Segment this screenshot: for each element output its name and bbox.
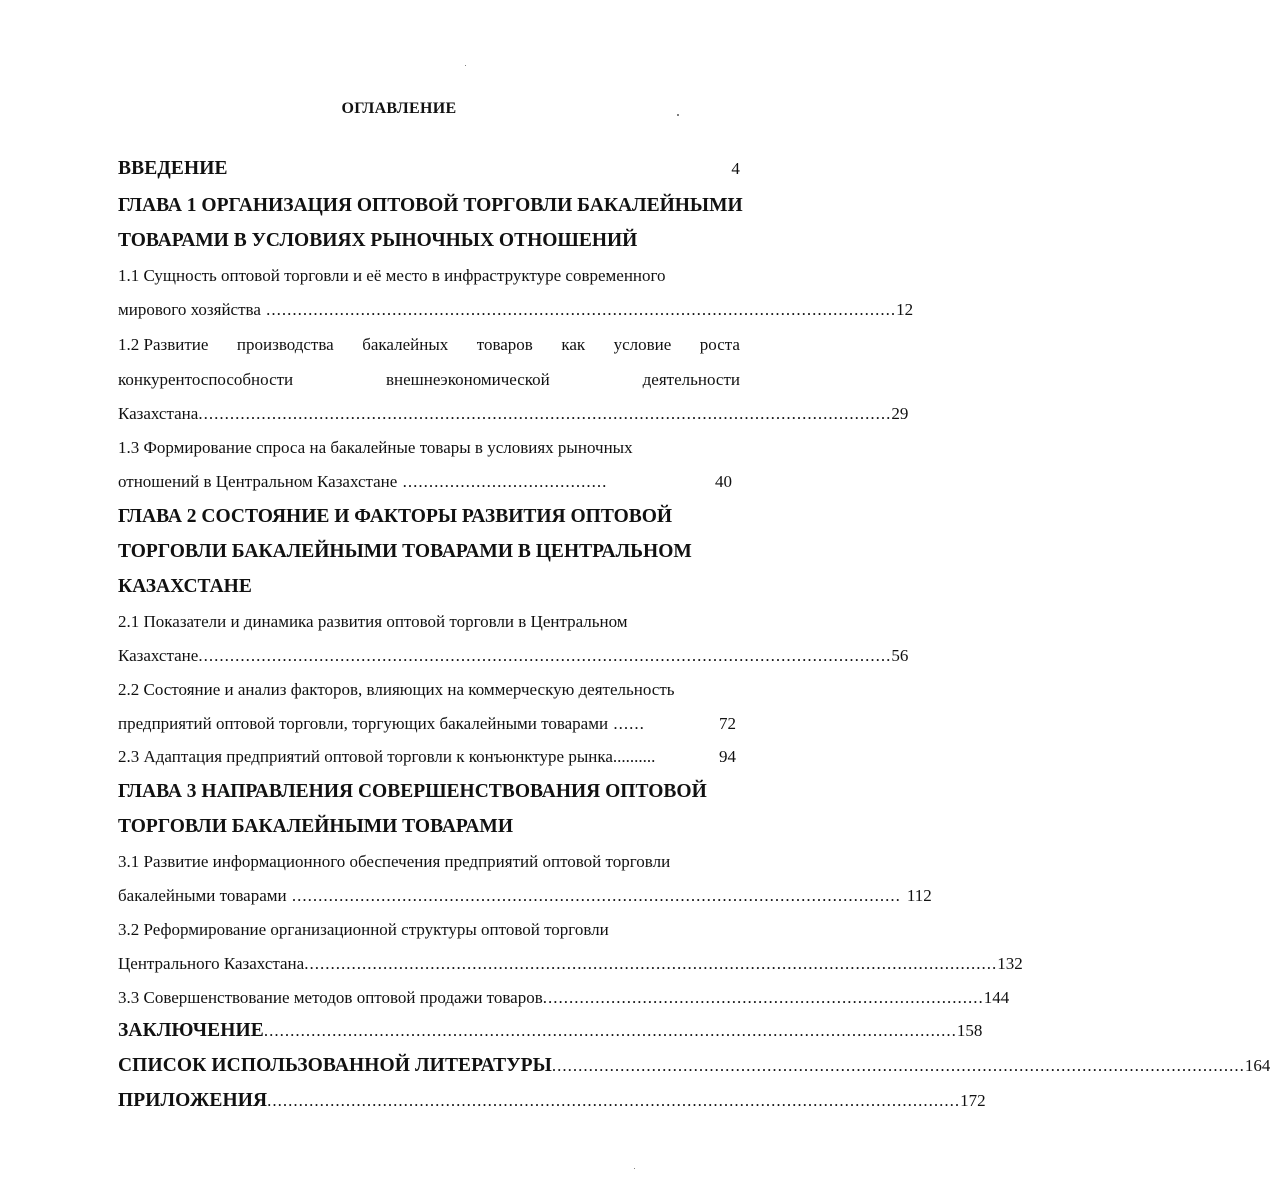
toc-entry-appendix[interactable]	[118, 1090, 986, 1112]
dot-leader: ....................................................................................	[542, 988, 984, 1007]
toc-title: ОГЛАВЛЕНИЕ	[341, 100, 457, 117]
toc-entry-2-2-line1[interactable]: 2.2 Состояние и анализ факторов, влияющих на коммерческую деятельность	[118, 680, 675, 699]
toc-entry-1-2-line3[interactable]	[118, 403, 909, 425]
entry-page: 112	[906, 886, 932, 905]
entry-word: деятельности	[642, 370, 740, 389]
chapter1-heading-line1[interactable]: ГЛАВА 1 ОРГАНИЗАЦИЯ ОПТОВОЙ ТОРГОВЛИ БАКАЛЕЙНЫМИ	[118, 195, 743, 216]
entry-text: 2.3 Адаптация предприятий оптовой торговли к конъюнктуре рынка	[118, 747, 613, 766]
toc-entry-1-1-line2[interactable]	[118, 299, 914, 321]
entry-text: ЗАКЛЮЧЕНИЕ	[118, 1020, 264, 1041]
dot-leader: ....................................................................................................................................	[267, 1091, 961, 1110]
toc-entry-1-2-line1[interactable]	[118, 334, 740, 356]
scan-speck	[465, 65, 466, 66]
entry-text: Центрального Казахстана	[118, 954, 305, 973]
scan-speck	[677, 114, 679, 116]
dot-leader: ......	[608, 714, 645, 733]
dot-leader: ....................................................................................................................	[286, 886, 901, 905]
entry-word: как	[561, 335, 586, 354]
dot-leader: .......................................	[397, 472, 608, 491]
chapter3-heading-line2[interactable]: ТОРГОВЛИ БАКАЛЕЙНЫМИ ТОВАРАМИ	[118, 816, 514, 837]
chapter3-heading-line1[interactable]: ГЛАВА 3 НАПРАВЛЕНИЯ СОВЕРШЕНСТВОВАНИЯ ОПТОВОЙ	[118, 781, 707, 802]
toc-entry-2-2-line2[interactable]	[118, 713, 740, 735]
toc-entry-intro[interactable]	[118, 158, 740, 180]
entry-page: 144	[983, 988, 1010, 1007]
entry-word: внешнеэкономической	[386, 370, 550, 389]
toc-entry-3-2-line2[interactable]	[118, 953, 1023, 975]
entry-word: условие	[613, 335, 672, 354]
entry-page: 132	[997, 954, 1023, 973]
toc-entry-conclusion[interactable]	[118, 1020, 983, 1042]
entry-page: 40	[715, 472, 732, 491]
dot-leader: ....................................................................................................................................	[198, 404, 892, 423]
entry-page: 12	[896, 300, 914, 319]
chapter2-heading-line1[interactable]: ГЛАВА 2 СОСТОЯНИЕ И ФАКТОРЫ РАЗВИТИЯ ОПТОВОЙ	[118, 506, 673, 527]
toc-entry-1-2-line2[interactable]	[118, 369, 740, 391]
entry-page: 94	[719, 747, 736, 766]
toc-entry-3-1-line1[interactable]: 3.1 Развитие информационного обеспечения предприятий оптовой торговли	[118, 852, 671, 871]
entry-text: мирового хозяйства	[118, 300, 261, 319]
entry-word: бакалейных	[362, 335, 449, 354]
entry-text: ПРИЛОЖЕНИЯ	[118, 1090, 268, 1111]
toc-entry-2-1-line2[interactable]	[118, 645, 909, 667]
chapter1-heading-line2[interactable]: ТОВАРАМИ В УСЛОВИЯХ РЫНОЧНЫХ ОТНОШЕНИЙ	[118, 230, 638, 251]
entry-text: Казахстане	[118, 646, 199, 665]
entry-text: 3.3 Совершенствование методов оптовой продажи товаров	[118, 988, 543, 1007]
dot-leader: ........................................................................................................................	[260, 300, 897, 319]
chapter2-heading-line3[interactable]: КАЗАХСТАНЕ	[118, 576, 252, 597]
entry-text: СПИСОК ИСПОЛЬЗОВАННОЙ ЛИТЕРАТУРЫ	[118, 1055, 552, 1076]
entry-page: 72	[719, 714, 736, 733]
toc-entry-3-3[interactable]	[118, 987, 1010, 1009]
scan-speck	[634, 1168, 635, 1169]
toc-entry-1-1-line1[interactable]: 1.1 Сущность оптовой торговли и её место в инфраструктуре современного	[118, 266, 666, 285]
entry-word: 1.2 Развитие	[118, 335, 209, 354]
intro-label: ВВЕДЕНИЕ	[118, 158, 228, 179]
dot-leader: ....................................................................................................................................	[198, 646, 892, 665]
entry-text: предприятий оптовой торговли, торгующих бакалейными товарами	[118, 714, 609, 733]
entry-page: 56	[891, 646, 909, 665]
toc-entry-1-3-line2[interactable]	[118, 471, 740, 493]
entry-text: отношений в Центральном Казахстане	[118, 472, 398, 491]
toc-entry-bibliography[interactable]	[118, 1055, 1270, 1077]
toc-entry-2-1-line1[interactable]: 2.1 Показатели и динамика развития оптовой торговли в Центральном	[118, 612, 628, 631]
dot-leader: ..........	[612, 747, 656, 766]
entry-word: конкурентоспособности	[118, 370, 294, 389]
entry-page: 172	[960, 1091, 986, 1110]
entry-text: бакалейными товарами	[118, 886, 287, 905]
dot-leader: ....................................................................................................................................	[551, 1056, 1245, 1075]
entry-word: товаров	[476, 335, 533, 354]
chapter2-heading-line2[interactable]: ТОРГОВЛИ БАКАЛЕЙНЫМИ ТОВАРАМИ В ЦЕНТРАЛЬНОМ	[118, 541, 692, 562]
toc-entry-2-3[interactable]	[118, 746, 740, 768]
entry-word: производства	[236, 335, 334, 354]
entry-word: роста	[699, 335, 740, 354]
entry-page: 29	[891, 404, 909, 423]
intro-page: 4	[731, 159, 740, 178]
toc-entry-1-3-line1[interactable]: 1.3 Формирование спроса на бакалейные товары в условиях рыночных	[118, 438, 633, 457]
entry-text: Казахстана	[118, 404, 199, 423]
toc-entry-3-1-line2[interactable]	[118, 885, 932, 907]
entry-page: 158	[956, 1021, 983, 1040]
dot-leader: ....................................................................................................................................	[304, 954, 998, 973]
toc-entry-3-2-line1[interactable]: 3.2 Реформирование организационной структуры оптовой торговли	[118, 920, 609, 939]
dot-leader: ....................................................................................................................................	[263, 1021, 957, 1040]
entry-page: 164	[1244, 1056, 1270, 1075]
